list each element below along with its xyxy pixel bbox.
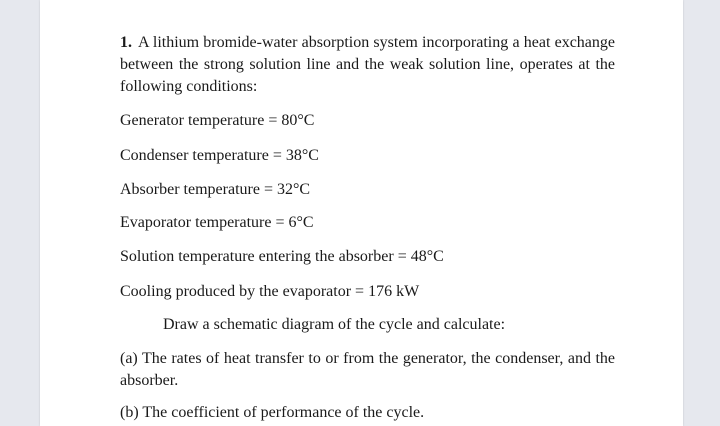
problem-intro-text: A lithium bromide-water absorption system incorporating a heat exchange between the strong solution line and the weak solution line, operates at the following conditions: xyxy=(120,34,615,95)
instruction-text: Draw a schematic diagram of the cycle and calculate: xyxy=(163,316,506,333)
part-b-text: (b) The coefficient of performance of the cycle. xyxy=(120,404,425,421)
problem-intro-paragraph xyxy=(120,32,615,98)
condition-absorber-temperature: Absorber temperature = 32°C xyxy=(120,181,311,198)
condition-solution-temperature: Solution temperature entering the absorber = 48°C xyxy=(120,248,444,265)
problem-number: 1. xyxy=(120,34,132,51)
condition-condenser-temperature: Condenser temperature = 38°C xyxy=(120,147,319,164)
condition-cooling-produced: Cooling produced by the evaporator = 176 kW xyxy=(120,283,420,300)
document-page xyxy=(40,0,683,426)
condition-evaporator-temperature: Evaporator temperature = 6°C xyxy=(120,214,314,231)
part-a-text: (a) The rates of heat transfer to or from the generator, the condenser, and the absorber. xyxy=(120,350,615,389)
condition-generator-temperature: Generator temperature = 80°C xyxy=(120,112,315,129)
